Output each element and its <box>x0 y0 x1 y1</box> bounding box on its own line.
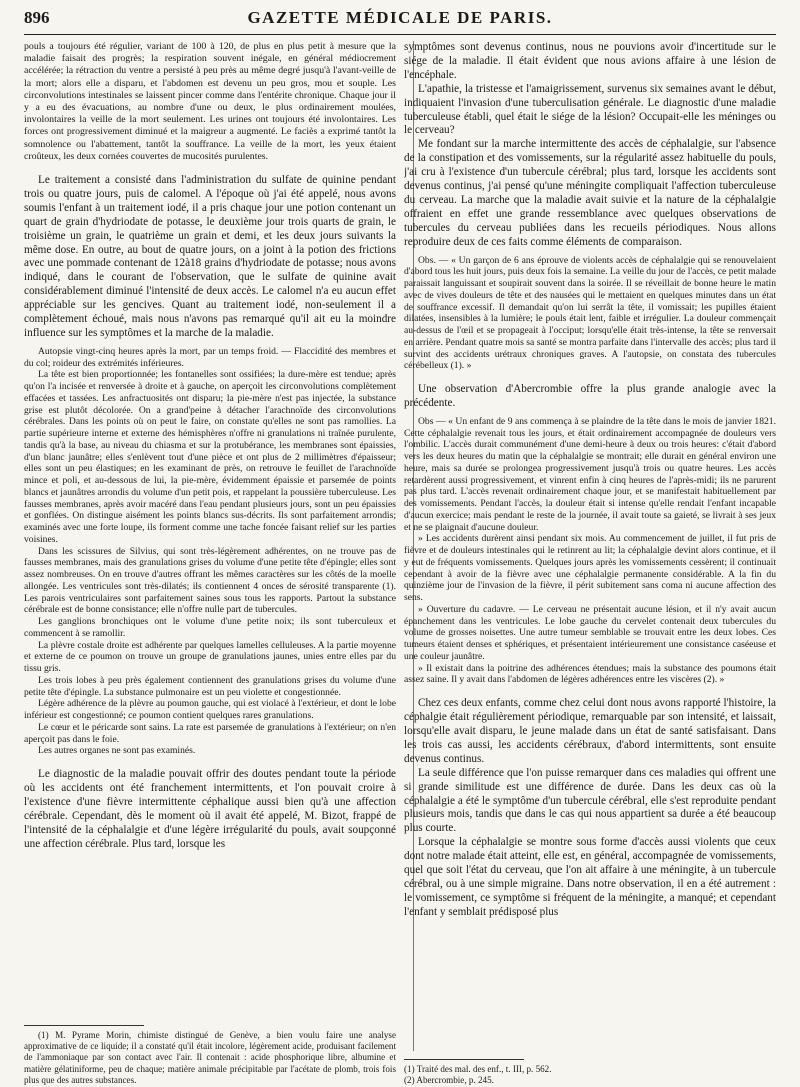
autopsy-other: Les autres organes ne sont pas examinés. <box>38 745 196 757</box>
autopsy-heading: Autopsie vingt-cinq heures après la mort, par un temps froid. — Flaccidité des membres et du col; roideur des extrémités inférieures. <box>24 345 396 369</box>
observation-two-course: » Les accidents durèrent ainsi pendant six mois. Au commencement de juillet, il fut pris de fièvre et de douleurs intestinales qui le retinrent au lit; la céphalalgie devint alors continue, et il y eut de fréquents vomissements. Quelques jours après les vomissements cessèrent; il continuait cependant à avoir de la fièvre avec une céphalalgie permanente considérable. A la fin du quinzième jour de l'invasion de la fièvre, il périt subitement sans coma ni aucune affection des sens. <box>404 533 776 604</box>
footnote-abercrombie: (2) Abercrombie, p. 245. <box>404 1074 494 1085</box>
header-rule <box>24 34 776 35</box>
paragraph-comparison: Chez ces deux enfants, comme chez celui dont nous avons rapporté l'histoire, la céphalgie était régulièrement périodique, remarquable par son intensité, et laissait, lorsqu'elle avait disparu, le jeune malade dans un état de santé satisfaisant. Dans les trois cas aussi, les accidents cérébraux, d'abord intermittents, sont ensuite devenus continus. <box>404 697 776 765</box>
paragraph-vomiting: Lorsque la céphalalgie se montre sous forme d'accès aussi violents que ceux dont notre malade était atteint, elle est, en général, accompagnée de vomissements, quel que soit l'état du cerveau, que l'on ait affaire à une méningite, à un tubercule cérébral, ou à une simple migraine. Dans notre observation, il en a été autrement : le vomissement, ce symptôme si fréquent de la méningite, a manqué; et cependant l'enfant y semblait prédisposé plus <box>404 836 776 918</box>
two-column-body <box>24 41 776 1086</box>
right-column <box>404 41 776 1086</box>
paragraph-pulse: pouls a toujours été régulier, variant de 100 à 120, de plus en plus petit à mesure que la maladie faisait des progrès; la respiration souvent inégale, en général médiocrement accélérée; la rétraction du ventre a persisté à peu près au même degré jusqu'à l'avant-veille de la mort; alors elle a disparu, et l'abdomen est devenu un peu gros, mou et souple. Les circonvolutions intestinales se laissent pincer comme dans l'entérite chronique. Chaque jour il y a eu des évacuations, au nombre d'une ou deux, le plus ordinairement moulées, involontaires la veille de la mort seulement. Les urines ont toujours été involontaires. Les forces ont progressivement diminué et la maigreur a augmenté. Le faciès a exprimé tantôt la somnolence ou l'abattement, tantôt la souffrance. La veille de la mort, les yeux étaient croûteux, les deux cornées couvertes de mucosités purulentes. <box>24 41 396 162</box>
observation-two: Obs — « Un enfant de 9 ans commença à se plaindre de la tête dans le mois de janvier 1821. Cette céphalalgie revenait tous les jours, et était ordinairement accompagnée de douleurs vers l'ombilic. L'accès durait communément d'une demi-heure à deux ou trois heures: c'était d'abord vers les deux heures du matin que la céphalalgie se montrait; elle durait en général environ une heure, mais sa durée se prolongea progressivement jusqu'à trois ou quatre heures. Les accès retardèrent aussi progressivement, et vinrent enfin à cinq heures de l'après-midi; ils ne parurent pas plus tard. L'accès revenait ordinairement chaque jour, et se manifestait habituellement par des vomissements. Pendant l'accès, la douleur était si intense qu'elle rendait l'enfant incapable d'aucun exercice; mais pendant le reste de la journée, il avait toute sa gaieté, se livrait à ses jeux et ne se plaignait d'aucune douleur. <box>404 415 776 533</box>
footnote-rule-right <box>404 1059 524 1060</box>
right-footnote-block <box>404 1051 776 1086</box>
paragraph-reasoning: Me fondant sur la marche intermittente des accès de céphalalgie, sur l'absence de la constipation et des vomissements, sur la régularité assez habituelle du pouls, j'ai cru à l'existence d'un tubercule cérébral; plus tard, lorsque les accidents sont devenus continus, j'ai pensé qu'une méningite compliquait l'affection tuberculeuse du cerveau. La marche que la maladie avait suivie et la nature de la céphalalgie offraient en effet une grande ressemblance avec quelques observations de tubercules du cerveau publiées dans les recueils périodiques. Nous allons reproduire deux de ces faits comme éléments de comparaison. <box>404 138 776 248</box>
autopsy-left-lung: Légère adhérence de la plèvre au poumon gauche, qui est violacé à l'extérieur, et dont le lobe inférieur est congestionné; ce poumon contient quelques rares granulations. <box>24 698 396 722</box>
autopsy-silvius: Dans les scissures de Silvius, qui sont très-légèrement adhérentes, on ne trouve pas de fausses membranes, mais des granulations grises du volume d'une petite tête d'épingle; elles sont assez nombreuses. On en trouve d'autres offrant les mêmes caractères sur les côtés de la moelle allongée. Les ventricules sont très-dilatés; ils contiennent 4 onces de sérosité transparente (1). Les parois ventriculaires sont parfaitement saines sous tous les rapports. Partout la substance cérébrale est de bonne consistance; elle n'offre nulle part de tubercules. <box>24 545 396 616</box>
paragraph-apathy: L'apathie, la tristesse et l'amaigrissement, survenus six semaines avant le début, indiquaient l'invasion d'une tuberculisation générale. Le diagnostic d'une maladie tuberculeuse établi, quel était le siége de la lésion? Occupait-elle les méninges ou le cerveau? <box>404 82 776 137</box>
page-header <box>24 8 776 30</box>
observation-two-chest: » Il existait dans la poitrine des adhérences étendues; mais la substance des poumons était assez saine. Il y avait dans l'abdomen de légères adhérences entre les viscères (2). » <box>404 662 776 686</box>
left-footnote-block <box>24 1017 396 1086</box>
observation-one: Obs. — « Un garçon de 6 ans éprouve de violents accès de céphalalgie qui se renouvelaient d'abord tous les huit jours, puis deux fois la semaine. La veille du jour de l'accès, ce petit malade paraissait languissant et soupirait souvent dans la soirée. Il se réveillait de bonne heure le matin avec de vives douleurs de tête et des nausées qui le mettaient en quelques minutes dans un état de souffrance excessif. Il demandait qu'on lui serrât la tête, il vomissait; les pupilles étaient dilatées, insensibles à la lumière; le pouls était lent, faible et irrégulier. La douleur commençait au-dessus de l'œil et se propageait à l'occiput; lorsqu'elle était très-intense, la tête se renversait en arrière. Pendant quatre mois sa santé se montra parfaite dans l'intervalle des accès; plus tard il survint des accidents urétraux chroniques graves. A l'autopsie, on constata des tubercules cérébelleux (1). » <box>404 254 776 372</box>
paragraph-difference: La seule différence que l'on puisse remarquer dans ces maladies qui offrent une si grande similitude est une différence de durée. Dans les deux cas où la céphalalgie a été le symptôme d'un tubercule cérébral, elle s'est reproduite pendant plusieurs mois, tandis que dans le cas qui nous appartient sa durée a été beaucoup plus courte. <box>404 766 776 835</box>
paragraph-continuous: symptômes sont devenus continus, nous ne pouvions avoir d'incertitude sur le siége de la maladie. Il était évident que nous avions affaire à une lésion de l'encéphale. <box>404 41 776 81</box>
footnote-morin: (1) M. Pyrame Morin, chimiste distingué de Genève, a bien voulu faire une analyse approximative de ce liquide; il a constaté qu'il était incolore, légèrement acide, produisant facilement de l'ammoniaque par son contact avec l'air. Il contenait : acide phosphorique libre, albumine et matière gélatiniforme, peu de chaque; matière animale précipitable par l'acétate de plomb, trois fois plus que des autres substances. <box>24 1029 396 1085</box>
paragraph-abercrombie: Une observation d'Abercrombie offre la plus grande analogie avec la précédente. <box>404 383 776 409</box>
autopsy-ganglions: Les ganglions bronchiques ont le volume d'une petite noix; ils sont tuberculeux et commencent à se ramollir. <box>24 616 396 639</box>
journal-title: GAZETTE MÉDICALE DE PARIS. <box>247 8 553 27</box>
page-number: 896 <box>24 8 50 27</box>
autopsy-head: La tête est bien proportionnée; les fontanelles sont ossifiées; la dure-mère est tendue; après qu'on l'a incisée et renversée à droite et à gauche, on aperçoit les circonvolutions complètement effacées et tassées. Les anfractuosités ont disparu; la pie-mère n'est pas injectée, la substance grise est plutôt décolorée. On a grand'peine à détacher l'arachnoïde des circonvolutions cérébrales. Dans les points où on peut le faire, on constate qu'elles ne sont pas ramollies. La partie supérieure interne et externe des hémisphères n'offre ni granulations ni traînée purulente, tandis qu'à la base, au niveau du chiasma et sur la protubérance, les membranes sont épaissies, d'un blanc jaunâtre; elles s'enlèvent tout d'une pièce et ont plus de 2 millimètres d'épaisseur; elles sont un peu élastiques; en les examinant de près, on retrouve le feuillet de l'arachnoïde mince et poli, et au-dessous de lui, la pie-mère, évidemment épaissie et parsemée de points blancs et jaunâtres arrondis du volume d'un petit pois, et rappelant la poussière tuberculeuse. Les fausses membranes, après avoir macéré dans l'eau pendant plusieurs jours, sont un peu épaissies et gonflées. On distingue aisément les points blancs sus-décrits. Ils sont parfaitement arrondis; examinés avec une forte loupe, ils forment comme une tache foncée faisant relief sur les parties voisines. <box>24 369 396 545</box>
left-column <box>24 41 396 1086</box>
autopsy-lobes: Les trois lobes à peu près également contiennent des granulations grises du volume d'une petite tête d'épingle. La substance pulmonaire est un peu violette et congestionnée. <box>24 674 396 698</box>
autopsy-heart: Le cœur et le péricarde sont sains. La rate est parsemée de granulations à l'extérieur; on n'en aperçoit pas dans le foie. <box>24 721 396 745</box>
paragraph-treatment: Le traitement a consisté dans l'administration du sulfate de quinine pendant trois ou quatre jours, puis de calomel. A l'époque où j'ai été appelé, nous avons soumis l'enfant à un traitement iodé, il a pris chaque jour une potion contenant un quart de grain d'hydriodate de potasse, le deuxième jour trois quarts de grain, le troisième un grain, le quatrième un grain et demi, et les deux jours suivants la même dose. En outre, au bout de quatre jours, on a joint à la potion des frictions avec une pommade contenant de 12à18 grains d'hydriodate de potasse; nous avons indiqué, dans le courant de l'observation, que le sulfate de quinine avait considérablement diminué l'intensité de deux accès. Le calomel n'a eu aucun effet appréciable sur les gencives. Quant au traitement iodé, non-seulement il a complètement échoué, mais nous n'avons pas remarqué qu'il ait eu la moindre influence sur les symptômes et la marche de la maladie. <box>24 174 396 339</box>
footnote-rule <box>24 1025 144 1026</box>
footnote-traite: (1) Traité des mal. des enf., t. III, p. 562. <box>404 1063 552 1074</box>
observation-two-autopsy: » Ouverture du cadavre. — Le cerveau ne présentait aucune lésion, et il n'y avait aucun épanchement dans les ventricules. Le lobe gauche du cervelet contenait deux tubercules du volume de grosses noisettes. Une autre tumeur semblable se trouvait entre les deux lobes. Ces tumeurs étaient denses et sphériques, et présentaient intérieurement une consistance caséeuse et une couleur jaunâtre. <box>404 603 776 662</box>
paragraph-diagnosis: Le diagnostic de la maladie pouvait offrir des doutes pendant toute la période où les accidents ont été franchement intermittents, et l'on pouvait croire à l'existence d'une fièvre intermittente céphalique aussi bien qu'à une affection cérébrale. Cependant, dès le moment où il avait été appelé, M. Bizot, frappé de l'intensité de la céphalalgie et d'une légère irrégularité du pouls, avait soupçonné une affection cérébrale. Plus tard, lorsque les <box>24 768 396 850</box>
autopsy-pleura: La plèvre costale droite est adhérente par quelques lamelles celluleuses. A la partie moyenne et externe de ce poumon on trouve un groupe de granulations jaunes, unies entre elles par du tissu gris. <box>24 639 396 675</box>
